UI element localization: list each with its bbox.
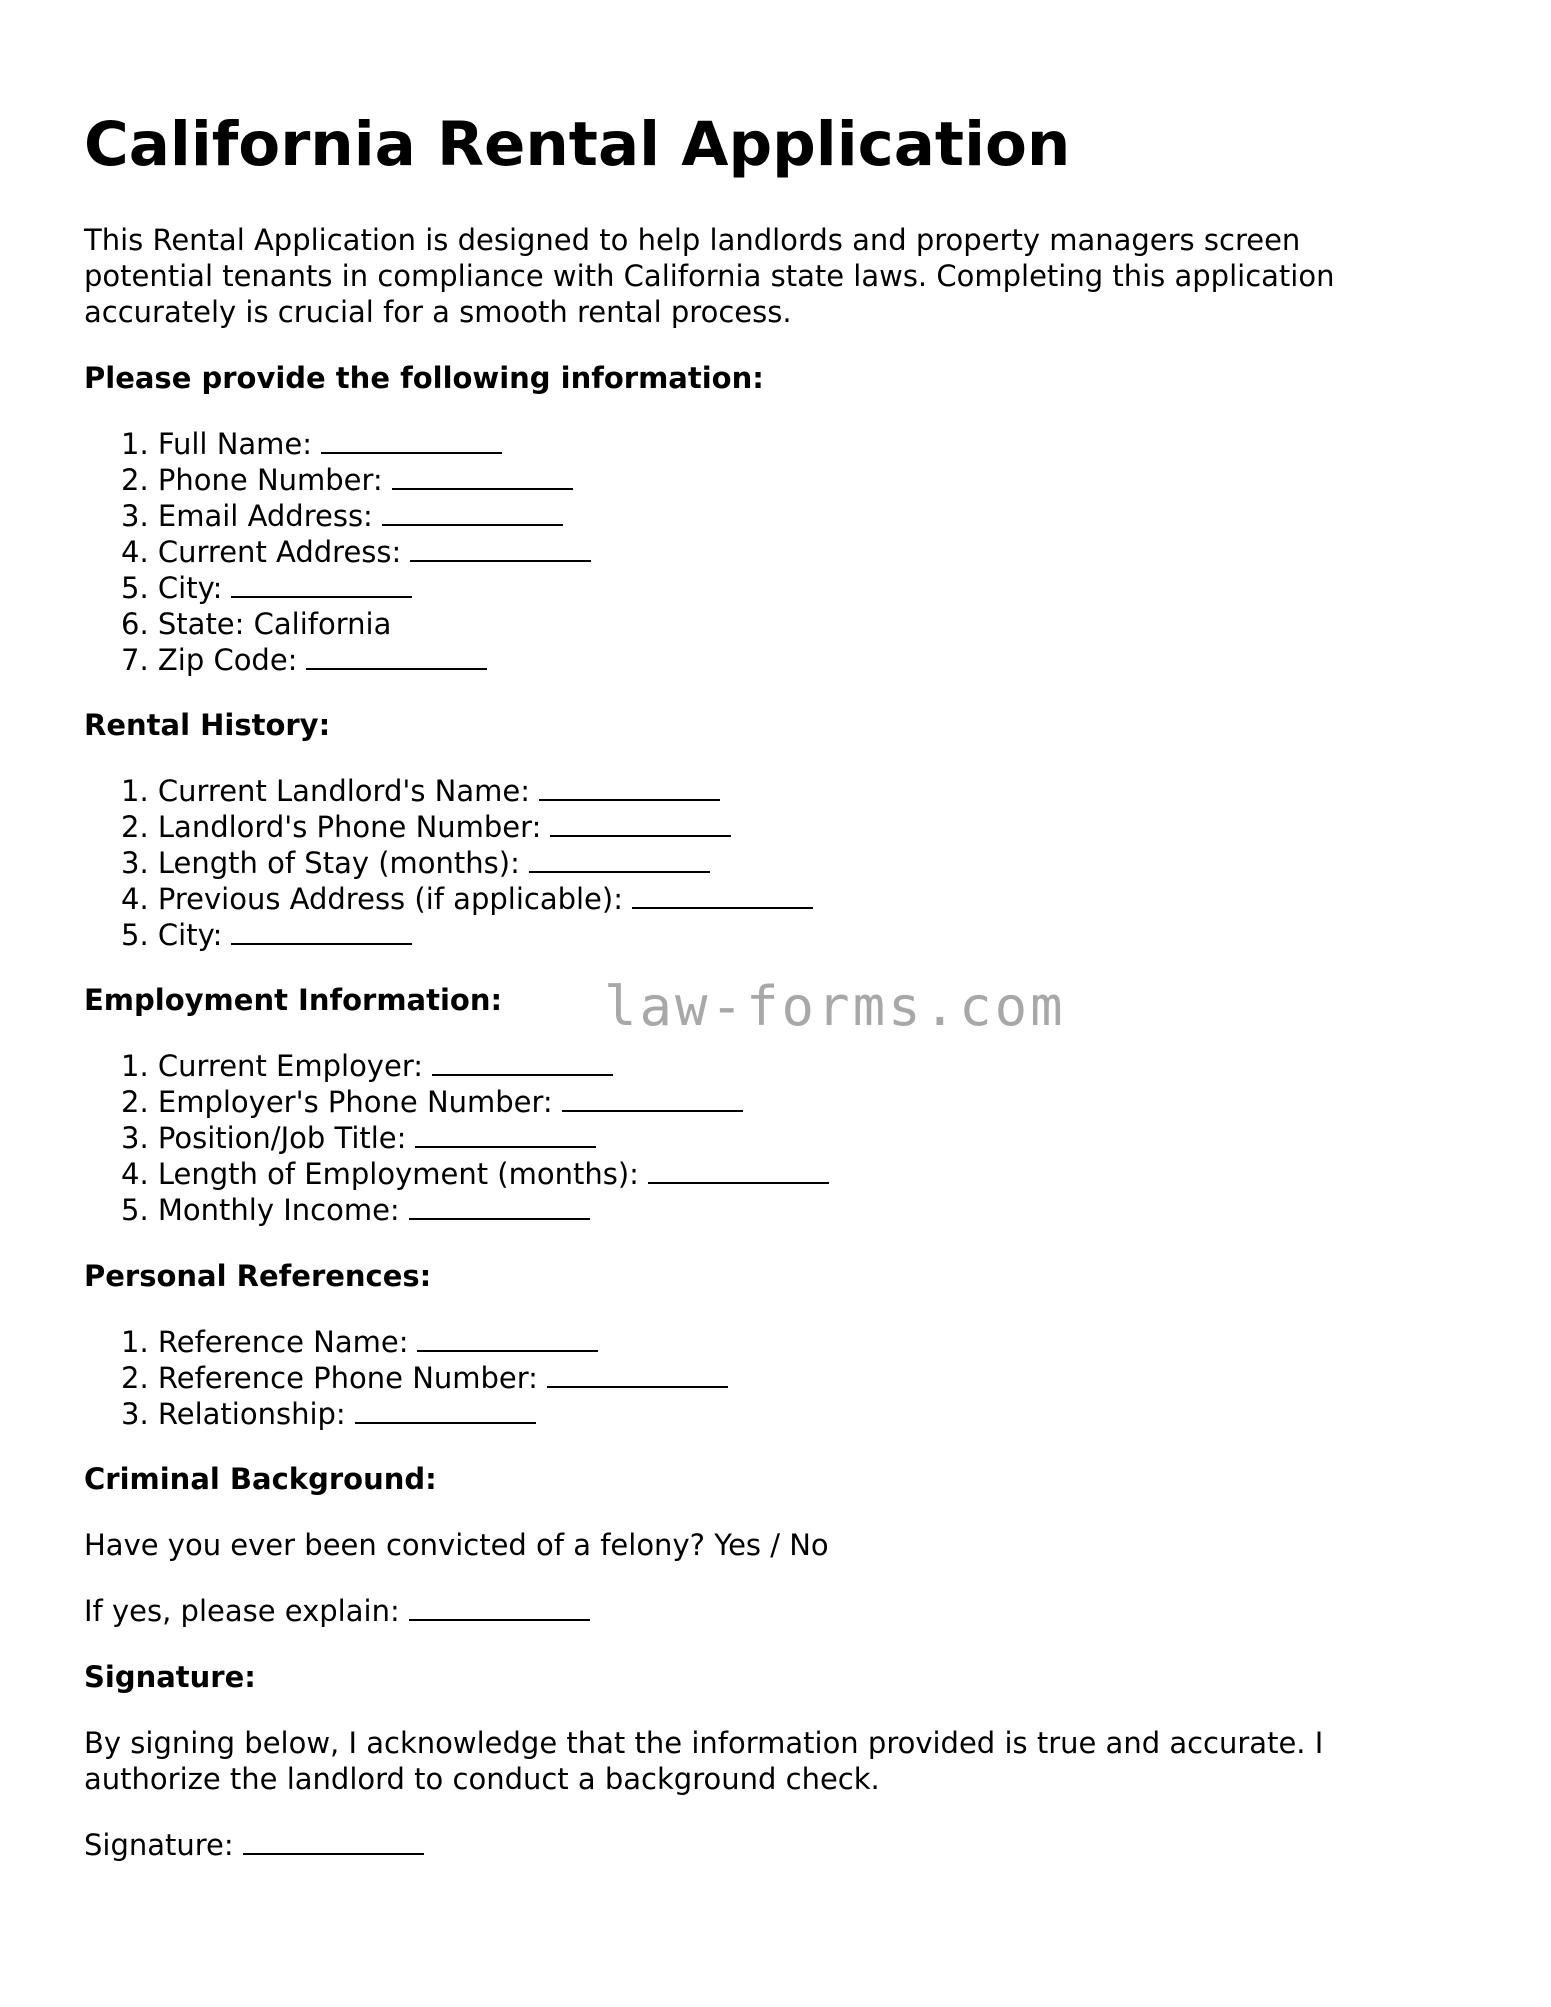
signature-heading: Signature: bbox=[84, 1660, 256, 1694]
previous-address-blank[interactable] bbox=[632, 883, 813, 909]
rental-history-list bbox=[84, 773, 813, 953]
field-state: 6. State: California bbox=[121, 607, 392, 641]
reference-name-blank[interactable] bbox=[417, 1326, 598, 1352]
signature-line: Signature: bbox=[84, 1827, 1424, 1863]
monthly-income-blank[interactable] bbox=[409, 1194, 590, 1220]
watermark-text: law-forms.com bbox=[604, 975, 1066, 1038]
employment-list bbox=[84, 1048, 829, 1228]
field-position-title: 3. Position/Job Title: bbox=[121, 1120, 829, 1156]
city-blank[interactable] bbox=[231, 572, 412, 598]
field-current-address: 4. Current Address: bbox=[121, 534, 764, 570]
field-reference-phone: 2. Reference Phone Number: bbox=[121, 1360, 728, 1396]
relationship-blank[interactable] bbox=[355, 1398, 536, 1424]
field-length-of-employment: 4. Length of Employment (months): bbox=[121, 1156, 829, 1192]
zip-code-blank[interactable] bbox=[306, 644, 487, 670]
field-city: 5. City: bbox=[121, 570, 764, 606]
current-address-blank[interactable] bbox=[410, 536, 591, 562]
intro-paragraph: This Rental Application is designed to help landlords and property managers screen potential tenants in compliance with California state laws. Completing this application accurately is crucial for a smooth rental process. bbox=[84, 223, 1335, 329]
current-employer-blank[interactable] bbox=[432, 1050, 613, 1076]
field-landlord-phone: 2. Landlord's Phone Number: bbox=[121, 809, 813, 845]
field-monthly-income: 5. Monthly Income: bbox=[121, 1192, 829, 1228]
personal-info-section bbox=[84, 360, 764, 678]
field-email-address: 3. Email Address: bbox=[121, 498, 764, 534]
field-phone-number: 2. Phone Number: bbox=[121, 462, 764, 498]
criminal-heading: Criminal Background: bbox=[84, 1462, 437, 1496]
field-employer-phone: 2. Employer's Phone Number: bbox=[121, 1084, 829, 1120]
field-previous-address: 4. Previous Address (if applicable): bbox=[121, 881, 813, 917]
phone-number-blank[interactable] bbox=[392, 464, 573, 490]
felony-explain: If yes, please explain: bbox=[84, 1593, 829, 1629]
field-landlord-name: 1. Current Landlord's Name: bbox=[121, 773, 813, 809]
length-of-stay-blank[interactable] bbox=[529, 847, 710, 873]
field-relationship: 3. Relationship: bbox=[121, 1396, 728, 1432]
field-length-of-stay: 3. Length of Stay (months): bbox=[121, 845, 813, 881]
criminal-section bbox=[84, 1461, 829, 1629]
rental-history-section bbox=[84, 707, 813, 953]
personal-info-heading: Please provide the following information: bbox=[84, 361, 764, 395]
length-of-employment-blank[interactable] bbox=[648, 1158, 829, 1184]
field-full-name: 1. Full Name: bbox=[121, 426, 764, 462]
email-address-blank[interactable] bbox=[382, 500, 563, 526]
references-list bbox=[84, 1324, 728, 1432]
landlord-phone-blank[interactable] bbox=[550, 811, 731, 837]
field-reference-name: 1. Reference Name: bbox=[121, 1324, 728, 1360]
references-section bbox=[84, 1258, 728, 1432]
references-heading: Personal References: bbox=[84, 1259, 432, 1293]
felony-question: Have you ever been convicted of a felony? Yes / No bbox=[84, 1528, 829, 1562]
felony-explain-blank[interactable] bbox=[409, 1595, 590, 1621]
field-zip-code: 7. Zip Code: bbox=[121, 642, 764, 678]
employer-phone-blank[interactable] bbox=[562, 1086, 743, 1112]
field-current-employer: 1. Current Employer: bbox=[121, 1048, 829, 1084]
signature-blank[interactable] bbox=[243, 1829, 424, 1855]
landlord-name-blank[interactable] bbox=[539, 775, 720, 801]
rental-history-heading: Rental History: bbox=[84, 708, 331, 742]
employment-heading: Employment Information: bbox=[84, 983, 503, 1017]
field-previous-city: 5. City: bbox=[121, 917, 813, 953]
signature-statement: By signing below, I acknowledge that the information provided is true and accurate. I authorize the landlord to conduct a background check. bbox=[84, 1726, 1324, 1796]
full-name-blank[interactable] bbox=[321, 428, 502, 454]
signature-section bbox=[84, 1659, 1424, 1863]
previous-city-blank[interactable] bbox=[231, 919, 412, 945]
reference-phone-blank[interactable] bbox=[547, 1362, 728, 1388]
personal-info-list bbox=[84, 426, 764, 678]
position-title-blank[interactable] bbox=[415, 1122, 596, 1148]
document-title: California Rental Application bbox=[84, 109, 1071, 180]
